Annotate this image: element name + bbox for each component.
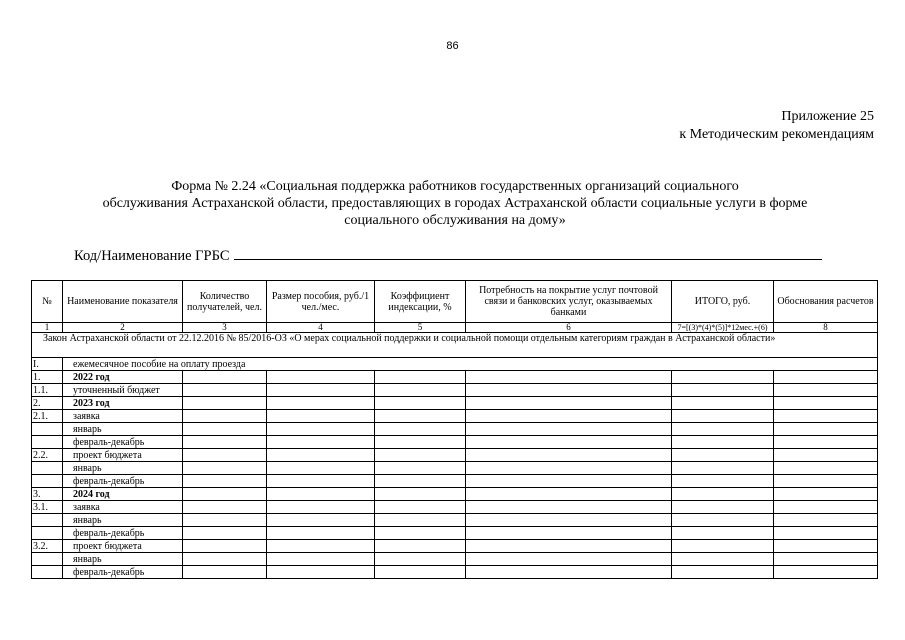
value-cell[interactable]	[466, 410, 672, 423]
row-number: 2.2.	[32, 449, 63, 462]
law-cell	[32, 333, 878, 358]
row-number	[32, 423, 63, 436]
row-number	[32, 514, 63, 527]
value-cell[interactable]	[267, 397, 375, 410]
grbs-field	[74, 245, 822, 265]
value-cell[interactable]	[466, 514, 672, 527]
value-cell[interactable]	[267, 423, 375, 436]
row-number	[32, 475, 63, 488]
value-cell[interactable]	[672, 527, 774, 540]
row-number: 2.1.	[32, 410, 63, 423]
row-name: заявка	[63, 410, 183, 423]
value-cell[interactable]	[466, 371, 672, 384]
row-number: 3.	[32, 488, 63, 501]
value-cell[interactable]	[774, 475, 878, 488]
header-cell: Наименование показателя	[63, 281, 183, 323]
form-title-line-1: Форма № 2.24 «Социальная поддержка работников государственных организаций социального	[171, 179, 739, 194]
value-cell[interactable]	[183, 475, 267, 488]
value-cell[interactable]	[466, 423, 672, 436]
value-cell[interactable]	[774, 371, 878, 384]
appendix-note	[679, 108, 874, 144]
form-title-line-3: социального обслуживания на дому»	[344, 213, 566, 228]
value-cell[interactable]	[183, 462, 267, 475]
value-cell[interactable]	[466, 397, 672, 410]
table-row	[32, 566, 878, 579]
table-row	[32, 553, 878, 566]
data-table	[31, 280, 878, 579]
table-row	[32, 410, 878, 423]
row-number: 2.	[32, 397, 63, 410]
value-cell[interactable]	[375, 410, 466, 423]
value-cell[interactable]	[183, 436, 267, 449]
table-row	[32, 397, 878, 410]
header-cell: Коэффициент индексации, %	[375, 281, 466, 323]
page-number: 86	[446, 40, 459, 52]
value-cell[interactable]	[375, 384, 466, 397]
value-cell[interactable]	[183, 514, 267, 527]
value-cell[interactable]	[267, 488, 375, 501]
value-cell[interactable]	[672, 436, 774, 449]
form-title	[60, 178, 850, 229]
value-cell[interactable]	[267, 410, 375, 423]
row-number: 3.2.	[32, 540, 63, 553]
row-name: уточненный бюджет	[63, 384, 183, 397]
value-cell[interactable]	[183, 566, 267, 579]
column-number: 2	[63, 323, 183, 333]
value-cell[interactable]	[267, 371, 375, 384]
row-name: заявка	[63, 501, 183, 514]
table-row	[32, 527, 878, 540]
value-cell[interactable]	[183, 423, 267, 436]
value-cell[interactable]	[267, 527, 375, 540]
value-cell[interactable]	[375, 423, 466, 436]
column-number: 4	[267, 323, 375, 333]
law-text: Закон Астраханской области от 22.12.2016 № 85/2016-ОЗ «О мерах социальной поддержки и социальной помощи отдельным категориям граждан в Астраханской области»	[43, 333, 776, 344]
grbs-fill-line[interactable]	[234, 245, 822, 260]
column-number-row	[32, 323, 878, 333]
value-cell[interactable]	[267, 384, 375, 397]
value-cell[interactable]	[375, 540, 466, 553]
value-cell[interactable]	[466, 501, 672, 514]
row-number	[32, 462, 63, 475]
column-number: 1	[32, 323, 63, 333]
header-cell: Обоснования расчетов	[774, 281, 878, 323]
table-row	[32, 462, 878, 475]
value-cell[interactable]	[466, 527, 672, 540]
value-cell[interactable]	[375, 488, 466, 501]
value-cell[interactable]	[183, 449, 267, 462]
header-cell: ИТОГО, руб.	[672, 281, 774, 323]
value-cell[interactable]	[672, 397, 774, 410]
value-cell[interactable]	[375, 371, 466, 384]
value-cell[interactable]	[466, 475, 672, 488]
row-number	[32, 436, 63, 449]
appendix-line-1: Приложение 25	[781, 109, 874, 124]
value-cell[interactable]	[774, 553, 878, 566]
value-cell[interactable]	[672, 462, 774, 475]
row-name: 2023 год	[63, 397, 183, 410]
value-cell[interactable]	[183, 553, 267, 566]
value-cell[interactable]	[267, 514, 375, 527]
value-cell[interactable]	[375, 475, 466, 488]
row-name: февраль-декабрь	[63, 436, 183, 449]
table-row	[32, 540, 878, 553]
value-cell[interactable]	[774, 423, 878, 436]
row-number: 1.1.	[32, 384, 63, 397]
value-cell[interactable]	[375, 566, 466, 579]
value-cell[interactable]	[774, 384, 878, 397]
value-cell[interactable]	[375, 501, 466, 514]
value-cell[interactable]	[183, 397, 267, 410]
value-cell[interactable]	[672, 410, 774, 423]
value-cell[interactable]	[672, 501, 774, 514]
header-cell: №	[32, 281, 63, 323]
value-cell[interactable]	[672, 488, 774, 501]
value-cell[interactable]	[466, 488, 672, 501]
value-cell[interactable]	[774, 436, 878, 449]
value-cell[interactable]	[375, 553, 466, 566]
value-cell[interactable]	[672, 449, 774, 462]
row-name: январь	[63, 553, 183, 566]
value-cell[interactable]	[375, 397, 466, 410]
header-row	[32, 281, 878, 323]
header-cell: Размер пособия, руб./1 чел./мес.	[267, 281, 375, 323]
row-number: 1.	[32, 371, 63, 384]
value-cell[interactable]	[183, 488, 267, 501]
value-cell[interactable]	[774, 527, 878, 540]
value-cell[interactable]	[774, 462, 878, 475]
column-number: 3	[183, 323, 267, 333]
value-cell[interactable]	[183, 410, 267, 423]
column-number: 6	[466, 323, 672, 333]
value-cell[interactable]	[267, 540, 375, 553]
value-cell[interactable]	[774, 514, 878, 527]
value-cell[interactable]	[672, 540, 774, 553]
table-row	[32, 488, 878, 501]
value-cell[interactable]	[466, 384, 672, 397]
table-row	[32, 358, 878, 371]
value-cell[interactable]	[774, 540, 878, 553]
grbs-label: Код/Наименование ГРБС	[74, 248, 230, 264]
value-cell[interactable]	[466, 436, 672, 449]
column-number: 8	[774, 323, 878, 333]
value-cell[interactable]	[672, 514, 774, 527]
value-cell[interactable]	[466, 566, 672, 579]
table-row	[32, 371, 878, 384]
value-cell[interactable]	[375, 449, 466, 462]
value-cell[interactable]	[466, 449, 672, 462]
value-cell[interactable]	[183, 371, 267, 384]
value-cell[interactable]	[774, 501, 878, 514]
row-name: проект бюджета	[63, 449, 183, 462]
row-name: январь	[63, 423, 183, 436]
value-cell[interactable]	[774, 449, 878, 462]
row-name: январь	[63, 514, 183, 527]
value-cell[interactable]	[672, 553, 774, 566]
header-cell: Потребность на покрытие услуг почтовой связи и банковских услуг, оказываемых банками	[466, 281, 672, 323]
row-number	[32, 566, 63, 579]
table-row	[32, 475, 878, 488]
value-cell[interactable]	[375, 436, 466, 449]
law-row	[32, 333, 878, 358]
value-cell[interactable]	[375, 462, 466, 475]
value-cell[interactable]	[375, 527, 466, 540]
table-row	[32, 514, 878, 527]
value-cell[interactable]	[672, 371, 774, 384]
row-number: I.	[32, 358, 63, 371]
value-cell[interactable]	[774, 566, 878, 579]
column-number: 5	[375, 323, 466, 333]
table-row	[32, 449, 878, 462]
row-number	[32, 527, 63, 540]
header-cell: Количество получателей, чел.	[183, 281, 267, 323]
value-cell[interactable]	[267, 553, 375, 566]
value-cell[interactable]	[466, 553, 672, 566]
row-name: ежемесячное пособие на оплату проезда	[63, 358, 878, 371]
value-cell[interactable]	[672, 384, 774, 397]
row-name: февраль-декабрь	[63, 527, 183, 540]
value-cell[interactable]	[466, 462, 672, 475]
column-number: 7=[(3)*(4)*(5)]*12мес.+(6)	[672, 323, 774, 333]
value-cell[interactable]	[267, 449, 375, 462]
row-name: январь	[63, 462, 183, 475]
row-name: февраль-декабрь	[63, 566, 183, 579]
table-row	[32, 423, 878, 436]
value-cell[interactable]	[466, 540, 672, 553]
appendix-line-2: к Методическим рекомендациям	[679, 127, 874, 142]
value-cell[interactable]	[267, 475, 375, 488]
table-row	[32, 501, 878, 514]
value-cell[interactable]	[183, 501, 267, 514]
row-name: 2024 год	[63, 488, 183, 501]
value-cell[interactable]	[183, 540, 267, 553]
value-cell[interactable]	[267, 436, 375, 449]
row-name: проект бюджета	[63, 540, 183, 553]
table-row	[32, 436, 878, 449]
value-cell[interactable]	[672, 475, 774, 488]
value-cell[interactable]	[774, 397, 878, 410]
row-number	[32, 553, 63, 566]
row-name: февраль-декабрь	[63, 475, 183, 488]
row-name: 2022 год	[63, 371, 183, 384]
form-title-line-2: обслуживания Астраханской области, предоставляющих в городах Астраханской области социальные услуги в форме	[102, 196, 808, 211]
row-number: 3.1.	[32, 501, 63, 514]
value-cell[interactable]	[267, 462, 375, 475]
value-cell[interactable]	[672, 566, 774, 579]
value-cell[interactable]	[375, 514, 466, 527]
table-row	[32, 384, 878, 397]
value-cell[interactable]	[267, 501, 375, 514]
value-cell[interactable]	[183, 384, 267, 397]
value-cell[interactable]	[672, 423, 774, 436]
value-cell[interactable]	[267, 566, 375, 579]
value-cell[interactable]	[183, 527, 267, 540]
value-cell[interactable]	[774, 488, 878, 501]
value-cell[interactable]	[774, 410, 878, 423]
